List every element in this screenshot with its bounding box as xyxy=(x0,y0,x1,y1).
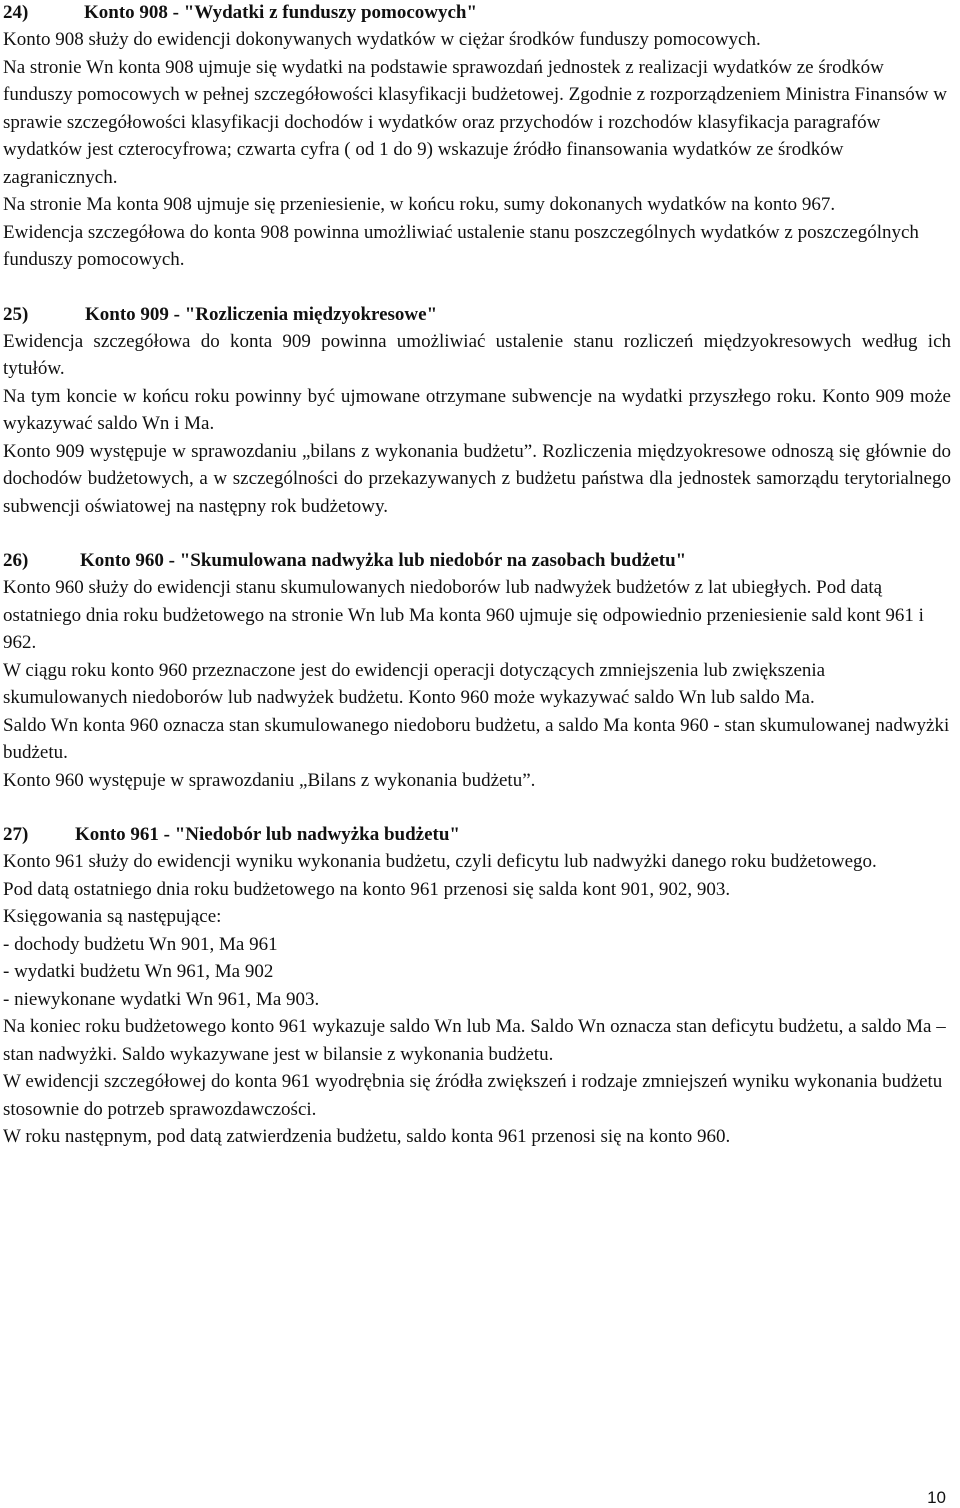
section-number: 24) xyxy=(3,2,29,23)
section-24 xyxy=(3,0,951,274)
section-number: 27) xyxy=(3,824,29,845)
paragraph: Konto 909 występuje w sprawozdaniu „bilans z wykonania budżetu”. Rozliczenia międzyokresowe odnoszą się głównie do dochodów budżetowych, a w szczególności do przekazywanych z budżetu państwa dla jednostek samorządu terytorialnego subwencji oświatowej na następny rok budżetowy. xyxy=(3,440,951,517)
paragraph: W ciągu roku konto 960 przeznaczone jest do ewidencji operacji dotyczących zmniejszenia lub zwiększenia skumulowanych niedoborów lub nadwyżek budżetu. Konto 960 może wykazywać saldo Wn lub saldo Ma. xyxy=(3,659,826,708)
section-heading-24 xyxy=(3,0,951,26)
section-25 xyxy=(3,302,951,521)
section-number: 26) xyxy=(3,550,29,571)
list-item: - wydatki budżetu Wn 961, Ma 902 xyxy=(3,961,274,982)
section-title: Konto 960 - "Skumulowana nadwyżka lub niedobór na zasobach budżetu" xyxy=(80,550,687,571)
paragraph: Pod datą ostatniego dnia roku budżetowego na konto 961 przenosi się salda kont 901, 902, 903. xyxy=(3,878,731,900)
section-title: Konto 961 - "Niedobór lub nadwyżka budżetu" xyxy=(75,824,460,845)
paragraph: Ewidencja szczegółowa do konta 908 powinna umożliwiać ustalenie stanu poszczególnych wydatków z poszczególnych funduszy pomocowych. xyxy=(3,221,919,270)
section-number: 25) xyxy=(3,303,29,325)
paragraph: Ewidencja szczegółowa do konta 909 powinna umożliwiać ustalenie stanu rozliczeń międzyokresowych według ich tytułów. xyxy=(3,330,951,379)
section-heading-27 xyxy=(3,822,951,848)
paragraph: Konto 961 służy do ewidencji wyniku wykonania budżetu, czyli deficytu lub nadwyżki danego roku budżetowego. xyxy=(3,851,877,872)
paragraph: Konto 960 służy do ewidencji stanu skumulowanych niedoborów lub nadwyżek budżetów z lat ubiegłych. Pod datą ostatniego dnia roku budżetowego na stronie Wn lub Ma konta 960 ujmuje się odpowiednio przeniesienie sald kont 961 i 962. xyxy=(3,577,924,653)
page-number: 10 xyxy=(927,1488,946,1507)
paragraph: Na tym koncie w końcu roku powinny być ujmowane otrzymane subwencje na wydatki przyszłego roku. Konto 909 może wykazywać saldo Wn i Ma. xyxy=(3,385,951,434)
paragraph: Konto 960 występuje w sprawozdaniu „Bilans z wykonania budżetu”. xyxy=(3,769,536,791)
section-heading-25 xyxy=(3,302,951,328)
paragraph: Księgowania są następujące: xyxy=(3,906,222,927)
paragraph: W roku następnym, pod datą zatwierdzenia budżetu, saldo konta 961 przenosi się na konto 960. xyxy=(3,1126,731,1147)
section-heading-26 xyxy=(3,548,951,574)
list-item: - niewykonane wydatki Wn 961, Ma 903. xyxy=(3,988,320,1010)
paragraph: Na stronie Ma konta 908 ujmuje się przeniesienie, w końcu roku, sumy dokonanych wydatków na konto 967. xyxy=(3,194,836,215)
paragraph: Na koniec roku budżetowego konto 961 wykazuje saldo Wn lub Ma. Saldo Wn oznacza stan deficytu budżetu, a saldo Ma – stan nadwyżki. Saldo wykazywane jest w bilansie z wykonania budżetu. xyxy=(3,1016,946,1065)
list-item: - dochody budżetu Wn 901, Ma 961 xyxy=(3,933,278,955)
section-title: Konto 909 - "Rozliczenia międzyokresowe" xyxy=(85,303,438,325)
paragraph: Na stronie Wn konta 908 ujmuje się wydatki na podstawie sprawozdań jednostek z realizacji wydatków ze środków funduszy pomocowych w pełnej szczegółowości klasyfikacji budżetowej. Zgodnie z rozporządzeniem Ministra Finansów w sprawie szczegółowości klasyfikacji dochodów i wydatków oraz przychodów i rozchodów klasyfikacja paragrafów wydatków jest czterocyfrowa; czwarta cyfra ( od 1 do 9) wskazuje źródło finansowania wydatków ze środków zagranicznych. xyxy=(3,56,947,188)
section-27 xyxy=(3,822,951,1151)
paragraph: Konto 908 służy do ewidencji dokonywanych wydatków w ciężar środków funduszy pomocowych. xyxy=(3,29,761,50)
section-title: Konto 908 - "Wydatki z funduszy pomocowych" xyxy=(84,2,478,23)
paragraph: Saldo Wn konta 960 oznacza stan skumulowanego niedoboru budżetu, a saldo Ma konta 960 - stan skumulowanej nadwyżki budżetu. xyxy=(3,714,950,763)
document-page xyxy=(3,0,951,1151)
section-26 xyxy=(3,548,951,794)
paragraph: W ewidencji szczegółowej do konta 961 wyodrębnia się źródła zwiększeń i rodzaje zmniejszeń wyniku wykonania budżetu stosownie do potrzeb sprawozdawczości. xyxy=(3,1071,943,1120)
